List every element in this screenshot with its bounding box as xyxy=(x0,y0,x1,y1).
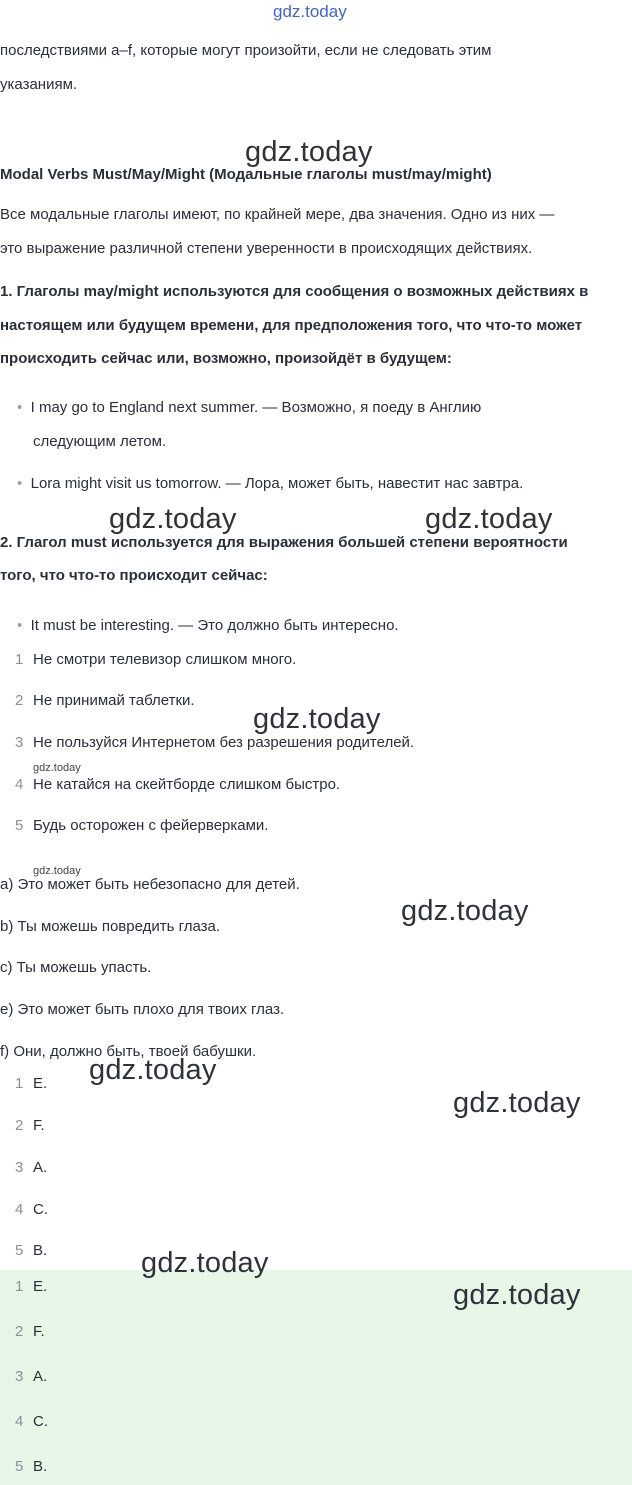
item-text: Не пользуйся Интернетом без разрешения родителей. xyxy=(33,734,415,751)
rule-line: происходить сейчас или, возможно, произойдёт в будущем: xyxy=(0,350,452,367)
consequence-item: c) Ты можешь упасть. xyxy=(0,959,152,976)
item-number: 3 xyxy=(15,734,24,751)
item-number: 3 xyxy=(15,1159,24,1176)
watermark-text: gdz.today xyxy=(141,1247,269,1279)
item-text: A. xyxy=(33,1159,48,1176)
example-text: Lora might visit us tomorrow. — Лора, может быть, навестит нас завтра. xyxy=(30,475,524,492)
item-text: B. xyxy=(33,1458,48,1475)
item-text: F. xyxy=(33,1323,45,1340)
rule-line: настоящем или будущем времени, для предположения того, что что-то может xyxy=(0,317,583,334)
watermark-text-small: gdz.today xyxy=(33,762,81,774)
item-number: 5 xyxy=(15,1242,24,1259)
item-text: C. xyxy=(33,1201,48,1218)
item-text: Не принимай таблетки. xyxy=(33,692,195,709)
section-title: Modal Verbs Must/May/Might (Модальные глаголы must/may/might) xyxy=(0,166,492,183)
list-item xyxy=(17,391,481,425)
item-number: 5 xyxy=(15,1458,24,1475)
watermark-text: gdz.today xyxy=(245,136,373,168)
answer-item xyxy=(15,1360,47,1394)
watermark-text: gdz.today xyxy=(253,703,381,735)
list-item xyxy=(15,684,195,718)
example-text: It must be interesting. — Это должно быть интересно. xyxy=(30,617,399,634)
item-number: 4 xyxy=(15,1413,24,1430)
answer-item xyxy=(15,1405,48,1439)
consequence-item: f) Они, должно быть, твоей бабушки. xyxy=(0,1043,257,1060)
item-number: 1 xyxy=(15,1075,24,1092)
item-number: 2 xyxy=(15,1117,24,1134)
watermark-text: gdz.today xyxy=(401,895,529,927)
item-number: 1 xyxy=(15,1278,24,1295)
answer-item xyxy=(15,1193,48,1227)
consequence-item: e) Это может быть плохо для твоих глаз. xyxy=(0,1001,285,1018)
answer-item xyxy=(15,1315,45,1349)
item-number: 2 xyxy=(15,1323,24,1340)
answer-item xyxy=(15,1450,47,1484)
intro-line: последствиями a–f, которые могут произойти, если не следовать этим xyxy=(0,42,492,59)
list-item xyxy=(15,643,296,677)
bullet-icon: • xyxy=(17,475,23,492)
intro-line: указаниям. xyxy=(0,76,78,93)
paragraph-line: Все модальные глаголы имеют, по крайней мере, два значения. Одно из них — xyxy=(0,206,555,223)
watermark-text: gdz.today xyxy=(425,503,553,535)
item-number: 3 xyxy=(15,1368,24,1385)
example-text: I may go to England next summer. — Возможно, я поеду в Англию xyxy=(30,399,482,416)
watermark-text: gdz.today xyxy=(453,1279,581,1311)
item-text: Будь осторожен с фейерверками. xyxy=(33,817,269,834)
consequence-item: b) Ты можешь повредить глаза. xyxy=(0,918,221,935)
bullet-icon: • xyxy=(17,399,23,416)
list-item xyxy=(15,809,268,843)
bullet-icon: • xyxy=(17,617,23,634)
item-text: Не катайся на скейтборде слишком быстро. xyxy=(33,776,341,793)
item-number: 4 xyxy=(15,776,24,793)
item-number: 1 xyxy=(15,651,24,668)
answer-item xyxy=(15,1151,47,1185)
item-text: E. xyxy=(33,1278,48,1295)
top-watermark: gdz.today xyxy=(273,2,347,21)
rule-line: 2. Глагол must используется для выражения большей степени вероятности xyxy=(0,534,568,551)
consequence-item: a) Это может быть небезопасно для детей. xyxy=(0,876,300,893)
rule-line: 1. Глаголы may/might используются для сообщения о возможных действиях в xyxy=(0,283,589,300)
answer-item xyxy=(15,1270,47,1304)
answer-item xyxy=(15,1234,47,1268)
paragraph-line: это выражение различной степени уверенности в происходящих действиях. xyxy=(0,240,533,257)
item-text: F. xyxy=(33,1117,45,1134)
watermark-text: gdz.today xyxy=(453,1087,581,1119)
item-number: 4 xyxy=(15,1201,24,1218)
rule-line: того, что что-то происходит сейчас: xyxy=(0,567,268,584)
list-item-continuation: следующим летом. xyxy=(33,433,167,450)
item-number: 2 xyxy=(15,692,24,709)
item-text: Не смотри телевизор слишком много. xyxy=(33,651,297,668)
list-item xyxy=(17,467,523,501)
answer-item xyxy=(15,1067,47,1101)
list-item xyxy=(17,609,399,643)
item-text: A. xyxy=(33,1368,48,1385)
item-text: E. xyxy=(33,1075,48,1092)
item-number: 5 xyxy=(15,817,24,834)
watermark-text: gdz.today xyxy=(89,1054,217,1086)
item-text: C. xyxy=(33,1413,48,1430)
watermark-text-small: gdz.today xyxy=(33,865,81,877)
answer-item xyxy=(15,1109,45,1143)
watermark-text: gdz.today xyxy=(109,503,237,535)
item-text: B. xyxy=(33,1242,48,1259)
